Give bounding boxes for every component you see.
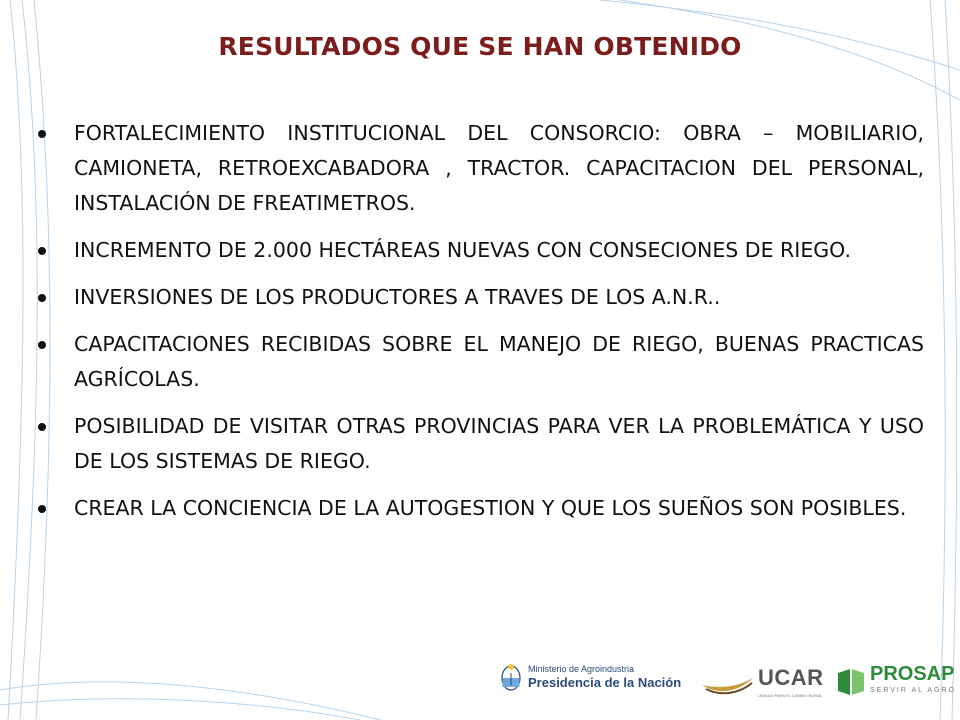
bullet-icon bbox=[38, 341, 46, 349]
footer-logos bbox=[0, 655, 960, 710]
bullet-icon bbox=[38, 130, 46, 138]
bullet-text: CAPACITACIONES RECIBIDAS SOBRE EL MANEJO DE RIEGO, BUENAS PRACTICAS AGRÍCOLAS. bbox=[74, 332, 924, 391]
bullet-text: POSIBILIDAD DE VISITAR OTRAS PROVINCIAS PARA VER LA PROBLEMÁTICA Y USO DE LOS SISTEMAS DE RIEGO. bbox=[74, 414, 924, 473]
bullet-icon bbox=[38, 294, 46, 302]
bullet-text: CREAR LA CONCIENCIA DE LA AUTOGESTION Y QUE LOS SUEÑOS SON POSIBLES. bbox=[74, 496, 907, 520]
ministerio-logo bbox=[500, 661, 681, 693]
bullet-text: INVERSIONES DE LOS PRODUCTORES A TRAVES DE LOS A.N.R.. bbox=[74, 285, 721, 309]
bullet-icon bbox=[38, 505, 46, 513]
ucar-name: UCAR bbox=[758, 665, 824, 690]
slide-title: RESULTADOS QUE SE HAN OBTENIDO bbox=[218, 32, 742, 61]
prosap-square-icon bbox=[836, 667, 866, 697]
prosap-subtitle: SERVIR AL AGRO bbox=[870, 687, 956, 694]
list-item bbox=[34, 327, 924, 397]
ucar-swoosh-icon bbox=[700, 673, 756, 695]
list-item bbox=[34, 409, 924, 479]
prosap-name: PROSAP bbox=[870, 663, 955, 685]
bullet-icon bbox=[38, 247, 46, 255]
list-item bbox=[34, 280, 924, 315]
bullet-text: FORTALECIMIENTO INSTITUCIONAL DEL CONSORCIO: OBRA – MOBILIARIO, CAMIONETA, RETROEXCABADORA , TRACTOR. CAPACITACION DEL PERSONAL, INSTALACIÓN DE FREATIMETROS. bbox=[74, 121, 924, 215]
list-item bbox=[34, 116, 924, 221]
presidencia-name: Presidencia de la Nación bbox=[528, 675, 682, 690]
ministerio-name: Ministerio de Agroindustria bbox=[528, 664, 635, 674]
bullet-icon bbox=[38, 423, 46, 431]
bullet-text: INCREMENTO DE 2.000 HECTÁREAS NUEVAS CON CONSECIONES DE RIEGO. bbox=[74, 238, 852, 262]
list-item bbox=[34, 491, 924, 526]
bullet-list bbox=[34, 116, 924, 538]
argentina-shield-icon bbox=[500, 661, 522, 693]
ucar-subtitle: UNIDAD PARA EL CAMBIO RURAL bbox=[758, 693, 823, 698]
list-item bbox=[34, 233, 924, 268]
